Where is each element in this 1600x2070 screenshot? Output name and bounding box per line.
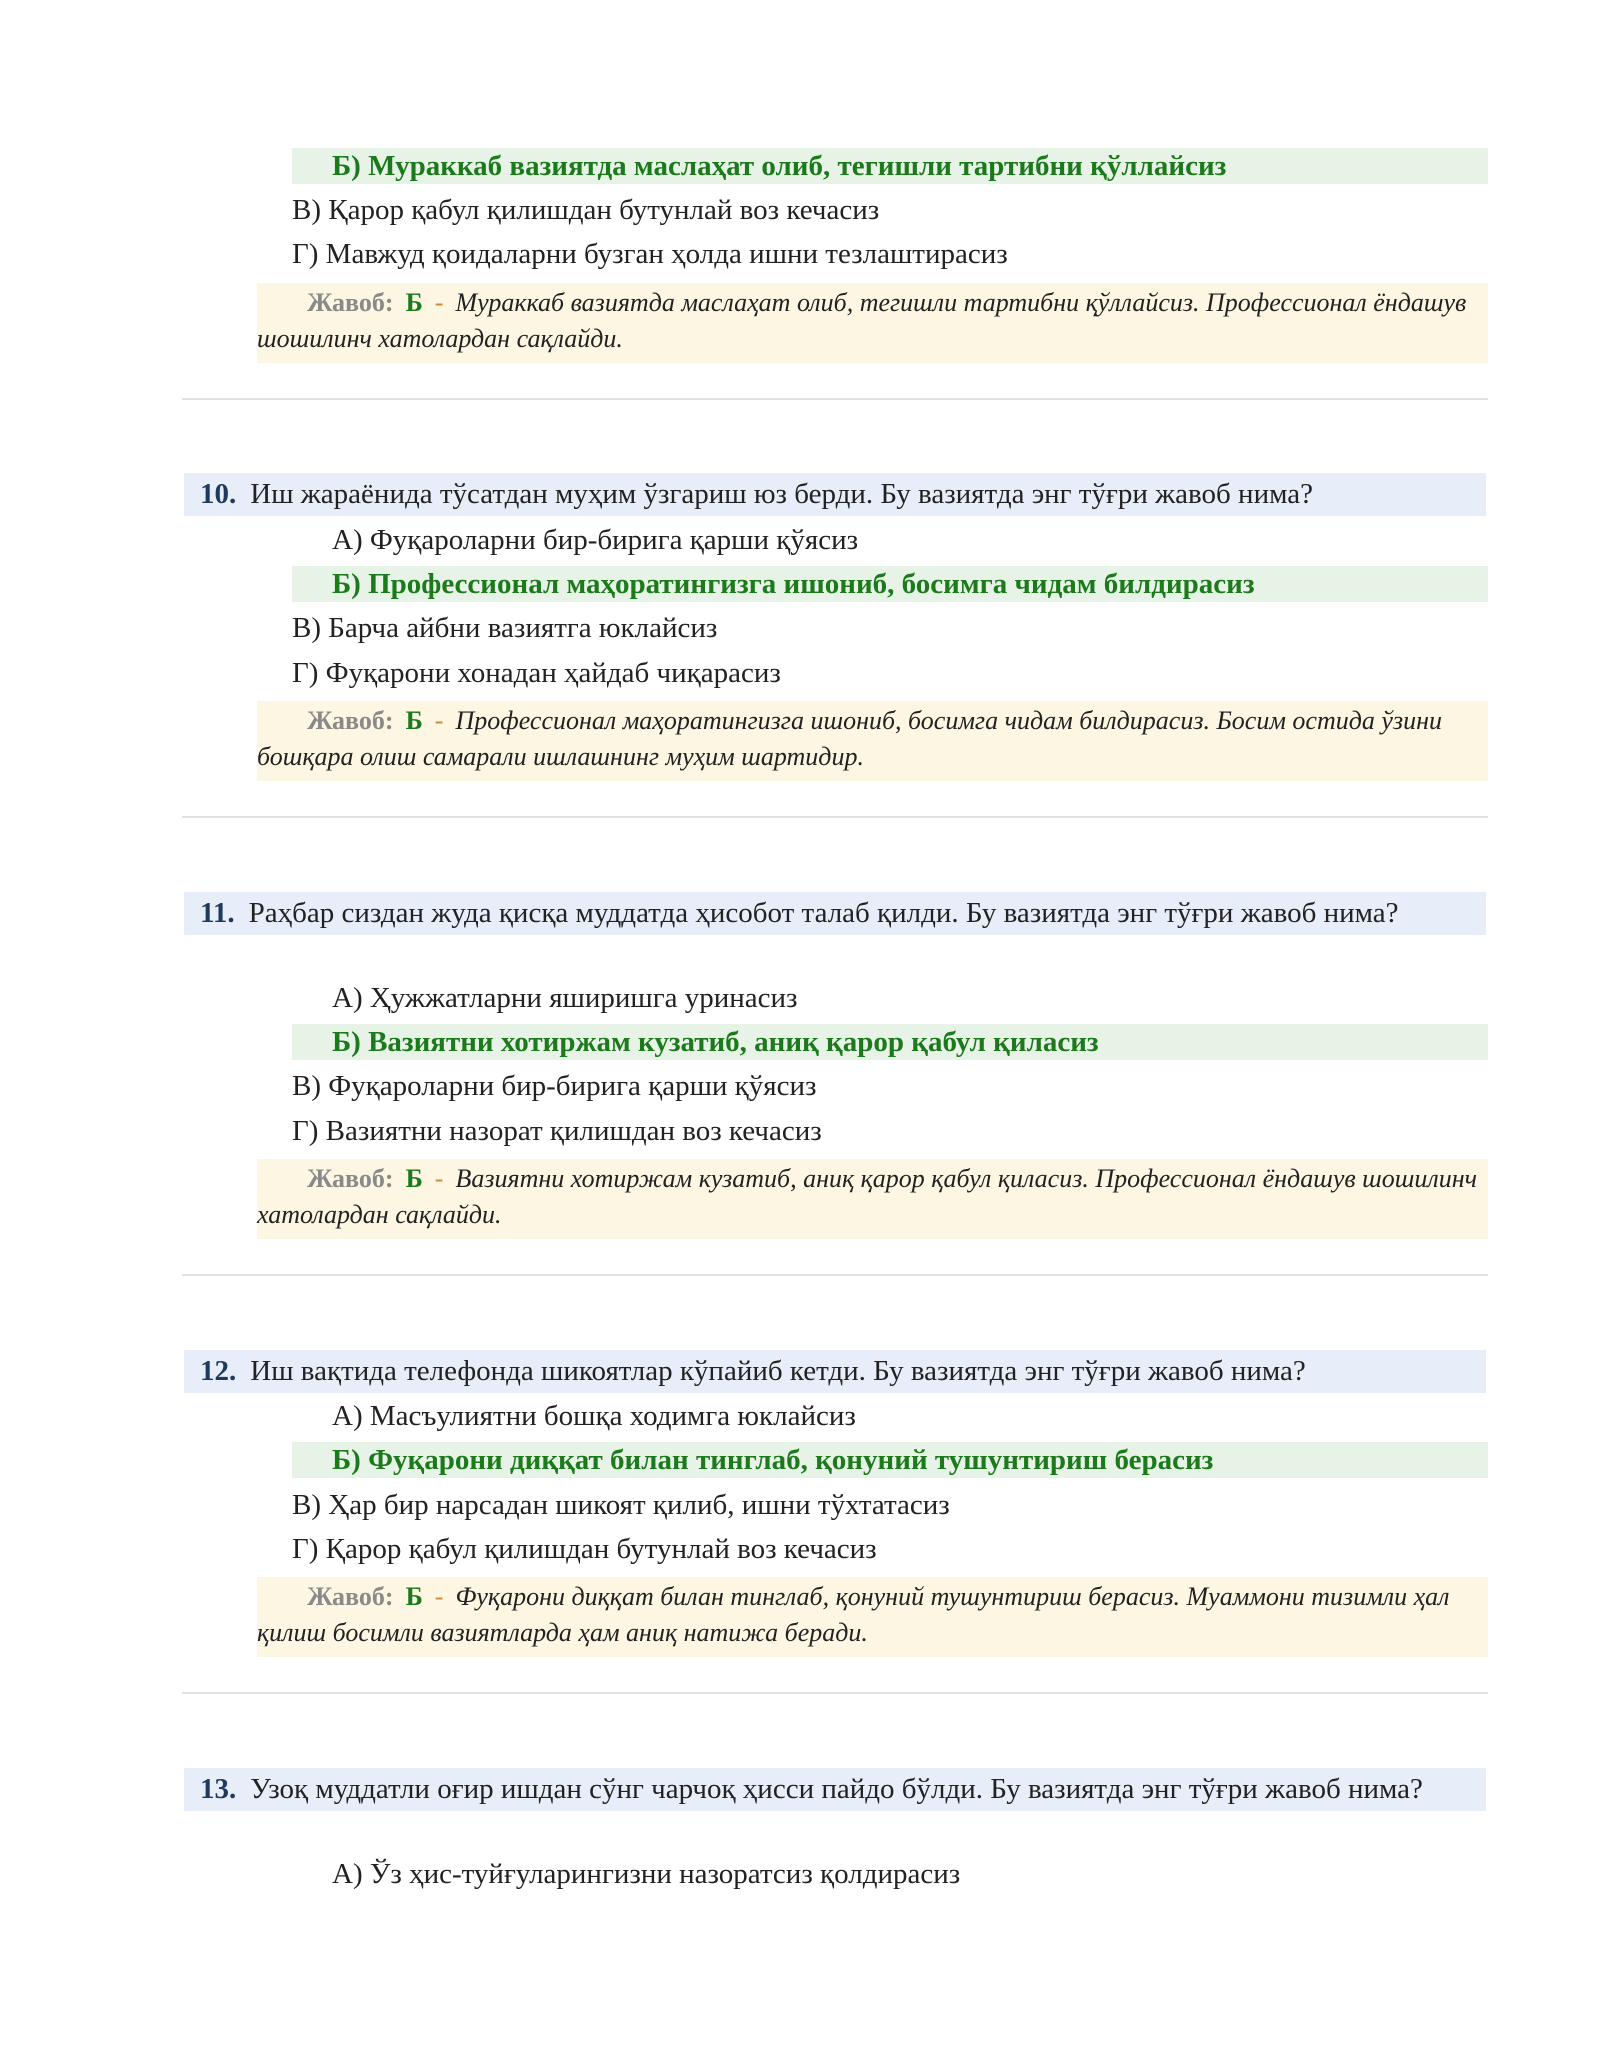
question-text: Узоқ муддатли оғир ишдан сўнг чарчоқ ҳисси пайдо бўлди. Бу вазиятда энг тўғри жавоб нима? (250, 1773, 1423, 1805)
answer-text: Вазиятни хотиржам кузатиб, аниқ қарор қабул қиласиз. Профессионал ёндашув шошилинч хатолардан сақлайди. (257, 1164, 1478, 1229)
option-g: Г) Қарор қабул қилишдан бутунлай воз кечасиз (292, 1533, 877, 1565)
answer-text: Профессионал маҳоратингизга ишониб, босимга чидам билдирасиз. Босим остида ўзини бошқара олиш самарали ишлашнинг муҳим шартидир. (257, 706, 1442, 771)
option-a: А) Ҳужжатларни яширишга уринасиз (332, 982, 798, 1014)
answer-label: Жавоб: (307, 706, 394, 735)
question-10-header (184, 473, 1486, 516)
answer-label: Жавоб: (307, 1164, 394, 1193)
option-g: Г) Мавжуд қоидаларни бузган ҳолда ишни тезлаштирасиз (292, 238, 1008, 270)
answer-text: Мураккаб вазиятда маслаҳат олиб, тегишли тартибни қўллайсиз. Профессионал ёндашув шошилинч хатолардан сақлайди. (257, 288, 1467, 353)
question-separator (182, 816, 1488, 818)
question-text: Раҳбар сиздан жуда қисқа муддатда ҳисобот талаб қилди. Бу вазиятда энг тўғри жавоб нима? (248, 897, 1399, 929)
option-b-correct: Б) Мураккаб вазиятда маслаҳат олиб, тегишли тартибни қўллайсиз (292, 148, 1488, 184)
option-g: Г) Вазиятни назорат қилишдан воз кечасиз (292, 1115, 822, 1147)
answer-letter: Б (405, 288, 423, 317)
answer-letter: Б (405, 706, 423, 735)
question-separator (182, 1274, 1488, 1276)
answer-box (257, 1159, 1488, 1239)
question-separator (182, 1692, 1488, 1694)
option-v: В) Қарор қабул қилишдан бутунлай воз кечасиз (292, 194, 880, 226)
option-a: А) Ўз ҳис-туйғуларингизни назоратсиз қолдирасиз (332, 1858, 961, 1890)
question-number: 12. (200, 1355, 237, 1387)
question-number: 13. (200, 1773, 237, 1805)
answer-box (257, 701, 1488, 781)
option-a: А) Масъулиятни бошқа ходимга юклайсиз (332, 1400, 856, 1432)
answer-letter: Б (405, 1164, 423, 1193)
answer-box (257, 283, 1488, 363)
option-a: А) Фуқароларни бир-бирига қарши қўясиз (332, 524, 859, 556)
question-separator (182, 398, 1488, 400)
option-b-correct: Б) Профессионал маҳоратингизга ишониб, босимга чидам билдирасиз (292, 566, 1488, 602)
question-12-header (184, 1350, 1486, 1393)
option-v: В) Фуқароларни бир-бирига қарши қўясиз (292, 1070, 817, 1102)
question-number: 11. (200, 897, 235, 929)
question-text: Иш жараёнида тўсатдан муҳим ўзгариш юз берди. Бу вазиятда энг тўғри жавоб нима? (250, 478, 1313, 510)
answer-dash: - (434, 1164, 444, 1193)
option-b-correct: Б) Фуқарони диққат билан тинглаб, қонуний тушунтириш берасиз (292, 1442, 1488, 1478)
answer-letter: Б (405, 1582, 423, 1611)
question-13-header (184, 1768, 1486, 1811)
answer-label: Жавоб: (307, 1582, 394, 1611)
answer-box (257, 1577, 1488, 1657)
option-v: В) Ҳар бир нарсадан шикоят қилиб, ишни тўхтатасиз (292, 1489, 950, 1521)
question-number: 10. (200, 478, 237, 510)
answer-label: Жавоб: (307, 288, 394, 317)
answer-dash: - (434, 288, 444, 317)
question-11-header (184, 892, 1486, 935)
answer-dash: - (434, 1582, 444, 1611)
answer-text: Фуқарони диққат билан тинглаб, қонуний тушунтириш берасиз. Муаммони тизимли ҳал қилиш босимли вазиятларда ҳам аниқ натижа беради. (257, 1582, 1450, 1647)
option-b-correct: Б) Вазиятни хотиржам кузатиб, аниқ қарор қабул қиласиз (292, 1024, 1488, 1060)
answer-dash: - (434, 706, 444, 735)
question-text: Иш вақтида телефонда шикоятлар кўпайиб кетди. Бу вазиятда энг тўғри жавоб нима? (250, 1355, 1306, 1387)
option-g: Г) Фуқарони хонадан ҳайдаб чиқарасиз (292, 657, 781, 689)
option-v: В) Барча айбни вазиятга юклайсиз (292, 612, 718, 644)
